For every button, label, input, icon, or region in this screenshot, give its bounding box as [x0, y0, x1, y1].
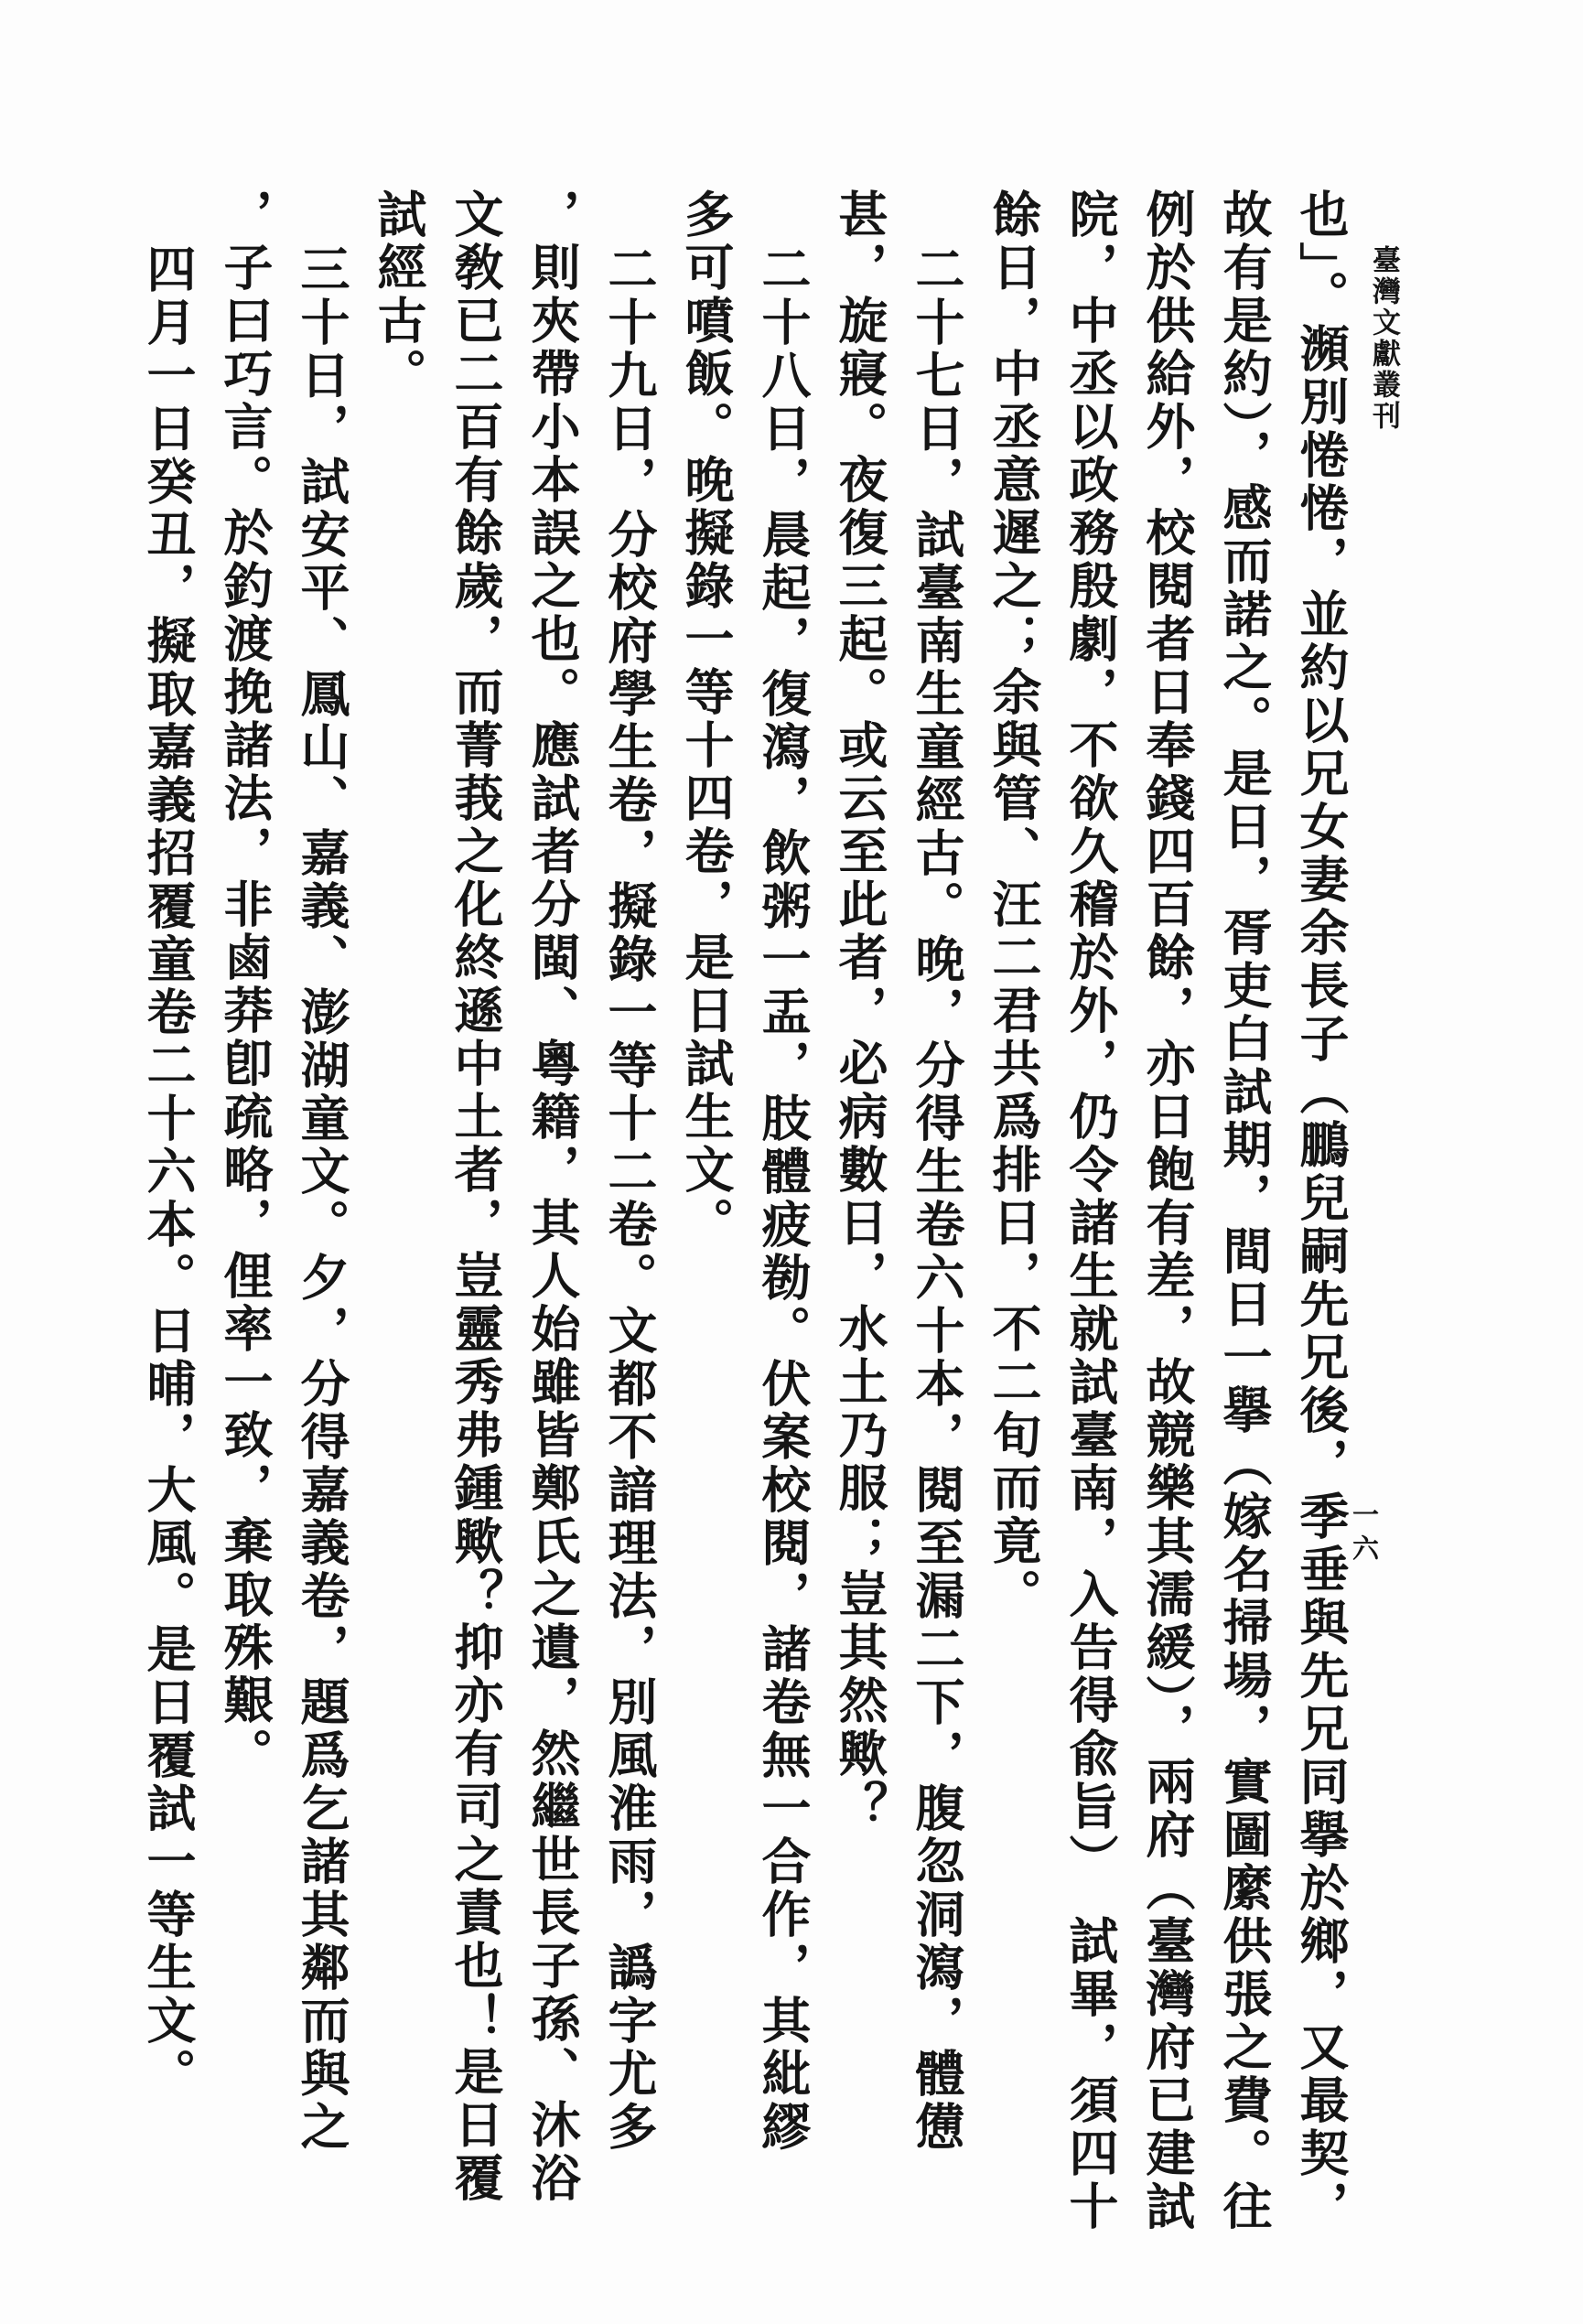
text-column: 院，中丞以政務殷劇，不欲久稽於外，仍令諸生就試臺南，入告得兪旨） 試畢，須四十	[1061, 188, 1120, 2233]
page-number: 一六	[1349, 1501, 1380, 1568]
text-column: 三十日，試安平、鳳山、嘉義、澎湖童文。夕，分得嘉義卷，題爲乞諸其鄰而與之	[293, 243, 351, 2154]
text-column: 甚，旋寢。夜復三起。或云至此者，必病數日，水土乃服；豈其然歟？	[831, 188, 889, 1834]
text-column: 二十九日，分校府學生卷，擬錄一等十二卷。文都不諳理法，別風淮雨，譌字尤多	[600, 243, 659, 2154]
main-text-block	[139, 188, 1351, 2284]
text-column: 二十八日，晨起，復瀉，飲粥一盂，肢體疲勌。伏案校閱，諸卷無一合作，其紕繆	[754, 243, 813, 2154]
text-column: 餘日，中丞意遲之；余與管、汪二君共爲排日，不二旬而竟。	[985, 188, 1043, 1621]
text-column: ，則夾帶小本誤之也。應試者分閩、粵籍，其人始雖皆鄭氏之遺，然繼世長子孫、沐浴	[523, 188, 582, 2205]
text-column: 故有是約），感而諾之。是日，胥吏白試期，間日一擧（嫁名掃場，實圖縻供張之費。往	[1215, 188, 1274, 2233]
text-column: 多可噴飯。晚擬錄一等十四卷，是日試生文。	[677, 188, 736, 1250]
text-column: ，子曰巧言。於釣渡挽諸法，非鹵莽卽疏略，俚率一致，棄取殊艱。	[216, 188, 275, 1781]
series-title: 臺灣文獻叢刊	[1367, 245, 1400, 432]
text-column: 二十七日，試臺南生童經古。晚，分得生卷六十本，閱至漏二下，腹忽洞瀉，體憊	[908, 243, 966, 2154]
text-column: 試經古。	[370, 188, 428, 401]
text-column: 四月一日癸丑，擬取嘉義招覆童卷二十六本。日晡，大風。是日覆試一等生文。	[139, 243, 198, 2101]
text-column: 也」。瀕別惓惓，並約以兄女妻余長子（鵬兒嗣先兄後，季垂與先兄同擧於鄉，又最契，	[1292, 188, 1351, 2233]
text-column: 例於供給外，校閱者日奉錢四百餘，亦日飽有差，故競樂其濡緩），兩府（臺灣府已建試	[1138, 188, 1197, 2233]
text-column: 文敎已二百有餘歲，而菁莪之化終遜中土者，豈靈秀弗鍾歟？抑亦有司之責也！是日覆	[447, 188, 505, 2205]
